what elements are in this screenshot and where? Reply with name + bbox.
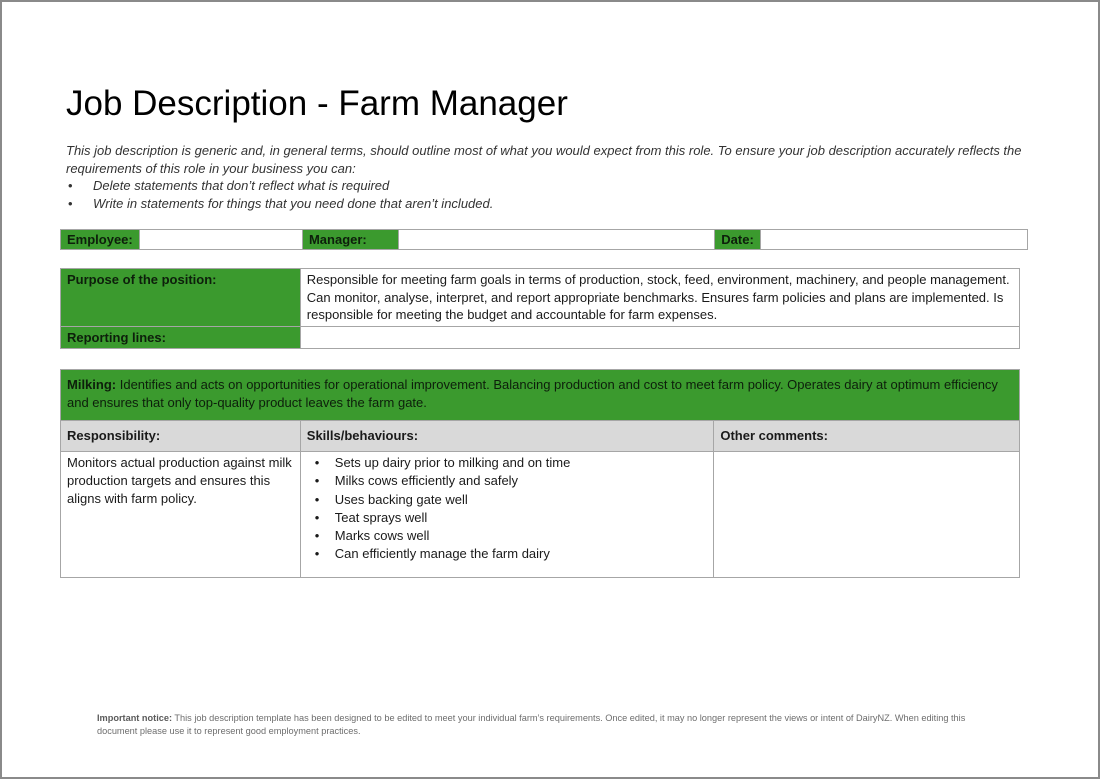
skill-item: • Milks cows efficiently and safely xyxy=(307,472,708,490)
purpose-label: Purpose of the position: xyxy=(61,269,301,327)
column-header-other-comments: Other comments: xyxy=(714,421,1020,452)
notice-text: This job description template has been designed to be edited to meet your individual farm’s requirements. Once edited, it may no longer represent the views or intent of DairyNZ. When editing this document please use it to represent good employment practices. xyxy=(97,713,966,736)
intro-text-block xyxy=(66,142,1046,212)
column-header-responsibility: Responsibility: xyxy=(61,421,301,452)
notice-label: Important notice: xyxy=(97,713,173,723)
skill-item: • Sets up dairy prior to milking and on time xyxy=(307,454,708,472)
skill-item: • Uses backing gate well xyxy=(307,491,708,509)
milking-heading-label: Milking: xyxy=(67,377,117,392)
employee-details-table xyxy=(60,229,1028,250)
employee-label: Employee: xyxy=(61,230,140,250)
milking-heading-text: Identifies and acts on opportunities for operational improvement. Balancing production and cost to meet farm policy. Operates dairy at optimum efficiency and ensures that only top-quality product leaves the farm gate. xyxy=(67,377,998,410)
skill-item: • Teat sprays well xyxy=(307,509,708,527)
intro-bullet: • Write in statements for things that you need done that aren’t included. xyxy=(66,195,1046,213)
intro-bullet: • Delete statements that don’t reflect what is required xyxy=(66,177,1046,195)
intro-paragraph: This job description is generic and, in general terms, should outline most of what you would expect from this role. To ensure your job description accurately reflects the requirements of this role in your business you can: xyxy=(66,143,1022,176)
date-label: Date: xyxy=(715,230,761,250)
reporting-lines-field[interactable] xyxy=(300,326,1019,349)
purpose-table xyxy=(60,268,1020,349)
intro-bullet-list xyxy=(66,177,1046,212)
purpose-text[interactable]: Responsible for meeting farm goals in terms of production, stock, feed, environment, machinery, and people management. Can monitor, analyse, interpret, and report appropriate benchmarks. Ensures farm policies and plans are implemented. Is responsible for meeting the budget and accountable for farm expenses. xyxy=(300,269,1019,327)
milking-heading xyxy=(61,370,1020,421)
responsibility-cell[interactable]: Monitors actual production against milk production targets and ensures this aligns with farm policy. xyxy=(61,452,301,578)
manager-field[interactable] xyxy=(398,230,714,250)
page-title: Job Description - Farm Manager xyxy=(66,84,568,123)
skills-cell[interactable] xyxy=(300,452,714,578)
reporting-lines-label: Reporting lines: xyxy=(61,326,301,349)
milking-table xyxy=(60,369,1020,578)
skills-list xyxy=(307,454,708,564)
employee-field[interactable] xyxy=(139,230,302,250)
manager-label: Manager: xyxy=(302,230,398,250)
important-notice xyxy=(97,712,1007,738)
other-comments-cell[interactable] xyxy=(714,452,1020,578)
column-header-skills: Skills/behaviours: xyxy=(300,421,714,452)
date-field[interactable] xyxy=(761,230,1028,250)
skill-item: • Marks cows well xyxy=(307,527,708,545)
skill-item: • Can efficiently manage the farm dairy xyxy=(307,545,708,563)
